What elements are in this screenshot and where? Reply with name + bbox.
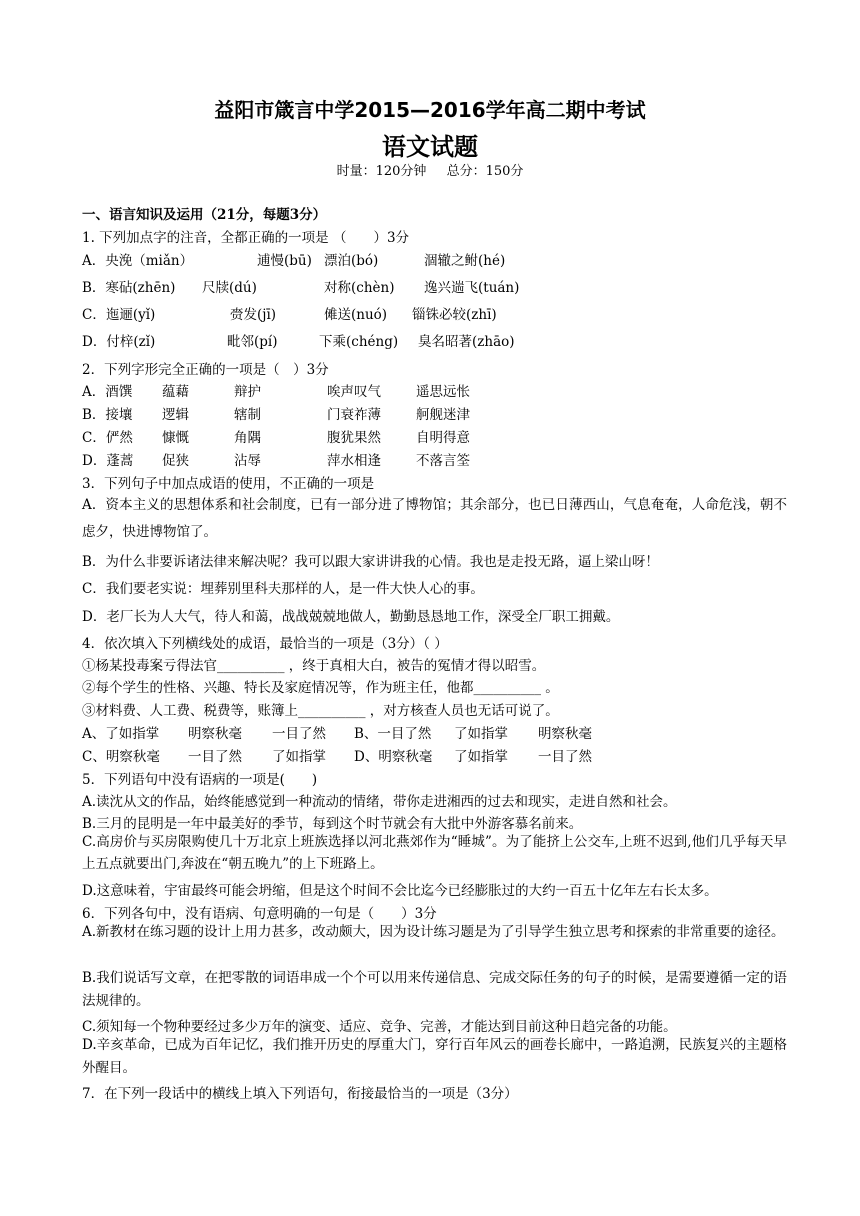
section-heading: 一、语言知识及运用（21分，每题3分）: [82, 207, 327, 223]
q3-stem: 3．下列句子中加点成语的使用，不正确的一项是: [82, 476, 375, 492]
q1-a-2: 逋慢(bū): [257, 253, 312, 269]
q1-stem: 1. 下列加点字的注音，全都正确的一项是 （ ）3分: [82, 230, 410, 246]
q1-d-3: 下乘(chéng): [319, 334, 399, 350]
exam-meta: [0, 160, 860, 179]
exam-subtitle: 语文试题: [382, 133, 478, 161]
q5-stem: 5．下列语句中没有语病的一项是( ): [82, 772, 318, 788]
q1-d-2: 毗邻(pí): [227, 334, 278, 350]
q2-b-1: B．接壤: [82, 407, 133, 423]
q3-option-a: A．资本主义的思想体系和社会制度，已有一部分进了博物馆；其余部分，也已日薄西山，气息奄奄，人命危浅，朝不虑夕，快进博物馆了。: [82, 497, 787, 540]
q5-option-a: A.读沈从文的作品，始终能感觉到一种流动的情绪，带你走进湘西的过去和现实，走进自然和社会。: [82, 794, 677, 810]
q2-stem: 2．下列字形完全正确的一项是（ ）3分: [82, 362, 329, 378]
q1-c-1: C．迤逦(yǐ): [82, 307, 156, 323]
q4-cd-1: C、明察秋毫: [82, 749, 160, 765]
q2-d-5: 不落言筌: [416, 453, 470, 469]
exam-time: 时量：120分钟: [336, 164, 427, 179]
q7-stem: 7．在下列一段话中的横线上填入下列语句，衔接最恰当的一项是（3分）: [82, 1086, 518, 1102]
q4-stem: 4．依次填入下列横线处的成语，最恰当的一项是（3分）（ ）: [82, 636, 448, 652]
q3-option-c: C．我们要老实说：埋葬别里科夫那样的人，是一件大快人心的事。: [82, 581, 484, 597]
q1-b-4: 逸兴遄飞(tuán): [424, 280, 520, 296]
q1-c-4: 锱铢必较(zhī): [412, 307, 497, 323]
q5-option-b: B.三月的昆明是一年中最美好的季节，每到这个时节就会有大批中外游客慕名前来。: [82, 816, 583, 832]
q1-a-3: 漂泊(bó): [324, 253, 379, 269]
q2-d-2: 促狭: [162, 453, 189, 469]
q6-option-c: C.须知每一个物种要经过多少万年的演变、适应、竞争、完善，才能达到目前这种日趋完备的功能。: [82, 1019, 677, 1035]
q1-c-3: 傩送(nuó): [324, 307, 388, 323]
q1-c-2: 赍发(jī): [230, 307, 277, 323]
q2-c-4: 腹犹果然: [327, 430, 381, 446]
q2-a-3: 辩护: [234, 384, 261, 400]
q2-c-1: C．俨然: [82, 430, 133, 446]
q4-sentence-2: ②每个学生的性格、兴趣、特长及家庭情况等，作为班主任，他都__________ 。: [82, 680, 559, 696]
q5-option-c: C.高房价与买房限购使几十万北京上班族选择以河北燕郊作为“睡城”。为了能挤上公交车,上班不迟到,他们几乎每天早上五点就要出门,奔波在“朝五晚九”的上下班路上。: [82, 834, 787, 872]
q2-d-3: 沾辱: [234, 453, 261, 469]
q3-option-b: B．为什么非要诉诸法律来解决呢？我可以跟大家讲讲我的心情。我也是走投无路，逼上梁山呀！: [82, 554, 659, 570]
q4-ab-6: 明察秋毫: [538, 726, 592, 742]
q1-b-1: B．寒砧(zhēn): [82, 280, 176, 296]
q3-option-d: D．老厂长为人大气，待人和蔼，战战兢兢地做人，勤勤恳恳地工作，深受全厂职工拥戴。: [82, 609, 620, 625]
q6-option-d: D.辛亥革命，已成为百年记忆，我们推开历史的厚重大门，穿行百年风云的画卷长廊中，一路追溯，民族复兴的主题格外醒目。: [82, 1037, 787, 1076]
q2-b-4: 门衰祚薄: [327, 407, 381, 423]
q1-d-1: D．付梓(zǐ): [82, 334, 156, 350]
q4-cd-2: 一目了然: [188, 749, 242, 765]
q4-sentence-3: ③材料费、人工费、税费等，账簿上__________ ，对方核查人员也无话可说了。: [82, 703, 559, 719]
q4-ab-3: 一目了然: [272, 726, 326, 742]
q2-a-1: A．酒馔: [82, 384, 133, 400]
q2-c-3: 角隅: [234, 430, 261, 446]
q1-a-1: A．央浼（miǎn）: [82, 253, 194, 269]
q1-d-4: 臭名昭著(zhāo): [418, 334, 515, 350]
q4-ab-2: 明察秋毫: [188, 726, 242, 742]
q4-sentence-1: ①杨某投毒案亏得法官__________ ，终于真相大白，被告的冤情才得以昭雪。: [82, 658, 546, 674]
q2-d-4: 萍水相逢: [327, 453, 381, 469]
q4-cd-5: 了如指掌: [454, 749, 508, 765]
q4-cd-6: 一目了然: [538, 749, 592, 765]
q2-a-4: 唉声叹气: [327, 384, 381, 400]
q4-ab-1: A、了如指掌: [82, 726, 160, 742]
q4-cd-3: 了如指掌: [272, 749, 326, 765]
q2-c-5: 自明得意: [416, 430, 470, 446]
q2-d-1: D．蓬蒿: [82, 453, 134, 469]
q6-option-a: A.新教材在练习题的设计上用力甚多，改动颇大，因为设计练习题是为了引导学生独立思考和探索的非常重要的途径。: [82, 924, 785, 940]
q2-b-5: 舸舰迷津: [416, 407, 470, 423]
q4-ab-5: 了如指掌: [454, 726, 508, 742]
q6-stem: 6．下列各句中，没有语病、句意明确的一句是（ ）3分: [82, 906, 437, 922]
q2-a-2: 蕴藉: [162, 384, 189, 400]
q5-option-d: D.这意味着，宇宙最终可能会坍缩，但是这个时间不会比迄今已经膨胀过的大约一百五十亿年左右长太多。: [82, 883, 718, 899]
q1-a-4: 涸辙之鲋(hé): [424, 253, 506, 269]
q4-cd-4: D、明察秋毫: [354, 749, 433, 765]
q1-b-2: 尺牍(dú): [202, 280, 257, 296]
q2-b-3: 辖制: [234, 407, 261, 423]
exam-title: 益阳市箴言中学2015—2016学年高二期中考试: [214, 98, 646, 122]
q2-b-2: 逻辑: [162, 407, 189, 423]
q6-option-b: B.我们说话写文章，在把零散的词语串成一个个可以用来传递信息、完成交际任务的句子的时候，是需要遵循一定的语法规律的。: [82, 970, 787, 1009]
q2-a-5: 遥思远怅: [416, 384, 470, 400]
q4-ab-4: B、一目了然: [354, 726, 432, 742]
exam-score: 总分：150分: [446, 164, 524, 179]
q1-b-3: 对称(chèn): [324, 280, 395, 296]
q2-c-2: 慷慨: [162, 430, 189, 446]
